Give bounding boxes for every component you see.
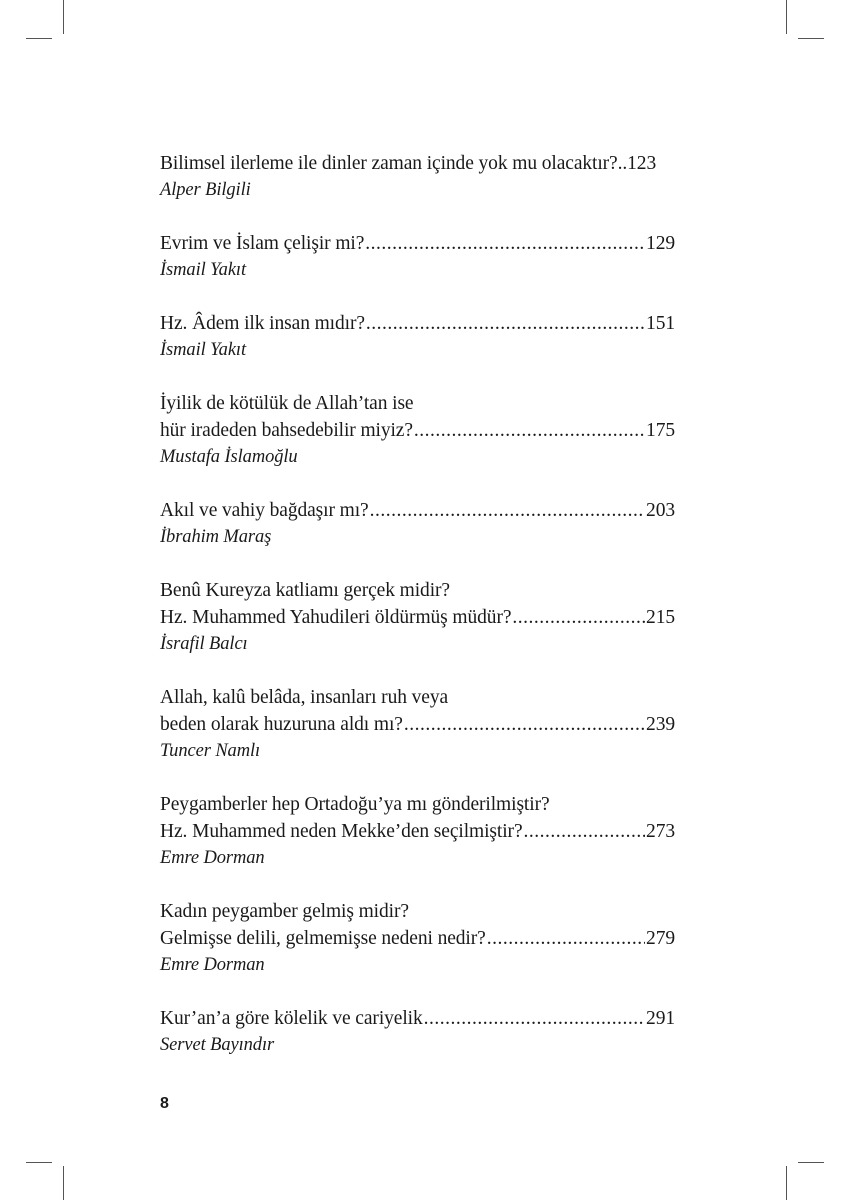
- toc-entry: [160, 577, 675, 658]
- toc-entry-title-line: [160, 898, 675, 925]
- toc-entry: [160, 390, 675, 471]
- toc-entry: [160, 310, 675, 364]
- toc-entry-title: Akıl ve vahiy bağdaşır mı?: [160, 500, 369, 521]
- toc-entry-title-line: [160, 791, 675, 818]
- crop-mark-bottom-right-h: [798, 1162, 824, 1163]
- toc-entry-page-number: 215: [646, 607, 675, 628]
- toc-entry-title: Kadın peygamber gelmiş midir?: [160, 901, 409, 922]
- toc-entry-author: Emre Dorman: [160, 955, 265, 975]
- toc-entry-page-number: 151: [646, 313, 675, 334]
- toc-entry-author: İsmail Yakıt: [160, 340, 247, 360]
- toc-entry-author: Emre Dorman: [160, 848, 265, 868]
- dot-leader: [524, 818, 646, 845]
- dot-leader: [414, 417, 645, 444]
- toc-entry: [160, 791, 675, 872]
- crop-mark-bottom-left-h: [26, 1162, 52, 1163]
- crop-mark-bottom-right: [786, 1166, 787, 1200]
- toc-entry-title: Hz. Muhammed neden Mekke’den seçilmiştir?: [160, 821, 523, 842]
- toc-entry-title: Gelmişse delili, gelmemişse nedeni nedir?: [160, 928, 486, 949]
- toc-entry-title: Hz. Muhammed Yahudileri öldürmüş müdür?: [160, 607, 512, 628]
- toc-entry-title-line: [160, 577, 675, 604]
- toc-entry-title: Allah, kalû belâda, insanları ruh veya: [160, 687, 449, 708]
- crop-mark-top-left: [63, 0, 64, 34]
- dot-leader: [404, 711, 645, 738]
- dot-leader: [487, 925, 645, 952]
- toc-entry-title: beden olarak huzuruna aldı mı?: [160, 714, 403, 735]
- toc-entry-author: Alper Bilgili: [160, 180, 251, 200]
- toc-entry-page-number: 203: [646, 500, 675, 521]
- toc-entry-author: Servet Bayındır: [160, 1035, 275, 1055]
- toc-entry-title-line-last: [160, 818, 675, 845]
- toc-entry-title-line-last: [160, 497, 675, 524]
- toc-entry-title: İyilik de kötülük de Allah’tan ise: [160, 393, 414, 414]
- dot-leader: [370, 497, 645, 524]
- crop-mark-top-left-h: [26, 38, 52, 39]
- toc-entry: [160, 684, 675, 765]
- toc-entry-author: Mustafa İslamoğlu: [160, 447, 298, 467]
- toc-entry: [160, 230, 675, 284]
- toc-entry-title-line: [160, 390, 675, 417]
- toc-entry-author: İbrahim Maraş: [160, 527, 272, 547]
- toc-entry-title-line-last: [160, 925, 675, 952]
- toc-entry-page-number: 239: [646, 714, 675, 735]
- toc-entry-title: Evrim ve İslam çelişir mi?: [160, 233, 365, 254]
- toc-entry-author: İsmail Yakıt: [160, 260, 247, 280]
- page-number: 8: [160, 1095, 169, 1112]
- crop-mark-top-right-h: [798, 38, 824, 39]
- toc-entry-page-number: 279: [646, 928, 675, 949]
- toc-entry-title-line-last: [160, 230, 675, 257]
- toc-entry-title: Bilimsel ilerleme ile dinler zaman içinde yok mu olacaktır?: [160, 153, 618, 174]
- table-of-contents: [160, 150, 675, 1085]
- crop-mark-top-right: [786, 0, 787, 34]
- toc-entry: [160, 150, 675, 204]
- dot-leader: [512, 604, 645, 631]
- toc-entry: [160, 898, 675, 979]
- toc-entry-title-line-last: [160, 1005, 675, 1032]
- toc-entry-author: İsrafil Balcı: [160, 634, 248, 654]
- toc-entry: [160, 1005, 675, 1059]
- toc-entry-page-number: 129: [646, 233, 675, 254]
- dot-leader: [365, 230, 645, 257]
- toc-entry-title-line-last: [160, 310, 675, 337]
- toc-entry-title-line-last: [160, 711, 675, 738]
- toc-entry-title: Kur’an’a göre kölelik ve cariyelik: [160, 1008, 423, 1029]
- crop-mark-bottom-left: [63, 1166, 64, 1200]
- toc-entry-page-number: ..123: [617, 153, 657, 174]
- toc-entry-title-line-last: [160, 150, 675, 177]
- toc-entry-title: hür iradeden bahsedebilir miyiz?: [160, 420, 413, 441]
- dot-leader: [424, 1005, 645, 1032]
- dot-leader: [366, 310, 645, 337]
- toc-entry-title-line-last: [160, 604, 675, 631]
- toc-entry-author: Tuncer Namlı: [160, 741, 261, 761]
- toc-entry-title: Hz. Âdem ilk insan mıdır?: [160, 313, 365, 334]
- toc-entry-page-number: 175: [646, 420, 675, 441]
- toc-entry-title-line-last: [160, 417, 675, 444]
- toc-entry-title: Benû Kureyza katliamı gerçek midir?: [160, 580, 450, 601]
- toc-entry-page-number: 291: [646, 1008, 675, 1029]
- toc-entry-title: Peygamberler hep Ortadoğu’ya mı gönderilmiştir?: [160, 794, 550, 815]
- toc-entry-page-number: 273: [646, 821, 675, 842]
- toc-entry-title-line: [160, 684, 675, 711]
- toc-entry: [160, 497, 675, 551]
